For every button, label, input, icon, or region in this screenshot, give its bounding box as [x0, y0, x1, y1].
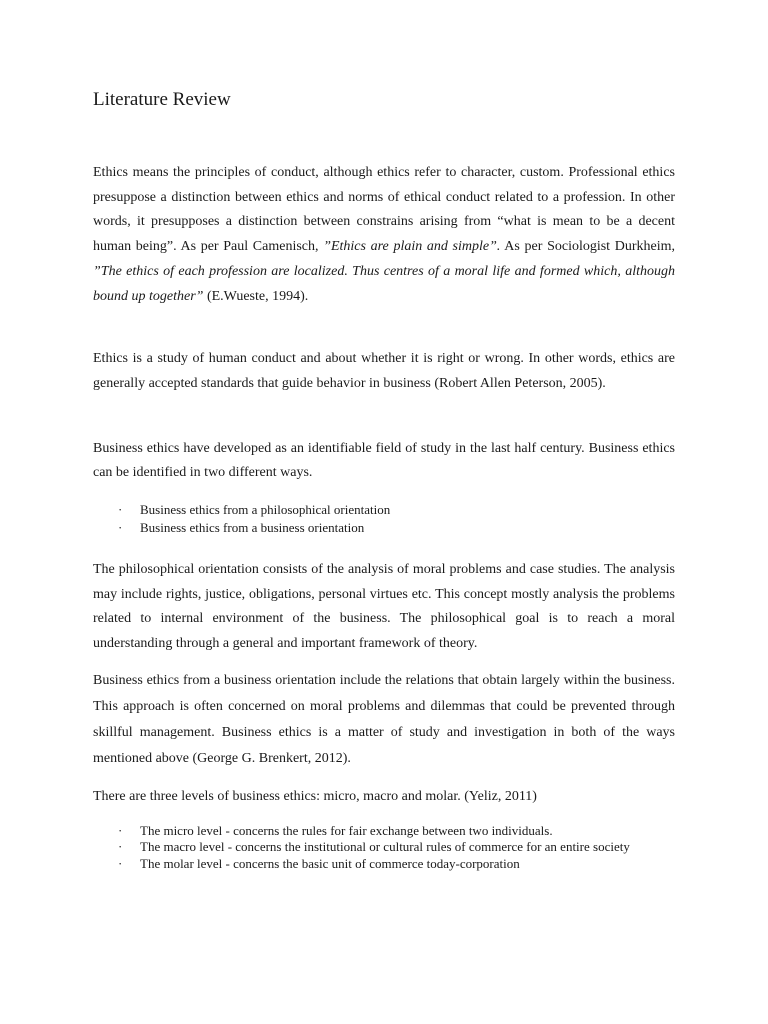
list-item: [118, 501, 678, 519]
list-item-text: The micro level - concerns the rules for fair exchange between two individuals.: [140, 823, 553, 838]
list-item: [118, 519, 678, 537]
bullet-glyph: ·: [118, 823, 123, 838]
bullet-glyph: ·: [118, 839, 123, 854]
paragraph-three-levels: There are three levels of business ethics: micro, macro and molar. (Yeliz, 2011): [93, 789, 537, 804]
paragraph-text: (E.Wueste, 1994).: [203, 288, 309, 304]
paragraph-philosophical-orientation: The philosophical orientation consists of the analysis of moral problems and case studies. The analysis may include rights, justice, obligations, personal virtues etc. This concept mostly analysis the problems related to internal environment of the business. The philosophical goal is to reach a moral understanding through a general and important framework of theory.: [93, 562, 675, 652]
bullet-glyph: ·: [118, 856, 123, 871]
quoted-text: ”The ethics of each profession are localized. Thus centres of a moral life and formed which, although bound up together”: [93, 263, 675, 304]
paragraph-ethics-definition: [93, 161, 675, 309]
levels-list: [118, 822, 678, 873]
list-item-text: The macro level - concerns the institutional or cultural rules of commerce for an entire society: [140, 839, 630, 854]
list-item: [118, 855, 678, 873]
paragraph-business-orientation: Business ethics from a business orientation include the relations that obtain largely within the business. This approach is often concerned on moral problems and dilemmas that could be prevented through skillful management. Business ethics is a matter of study and investigation in both of the ways mentioned above (George G. Brenkert, 2012).: [93, 673, 675, 766]
list-item-text: Business ethics from a philosophical orientation: [140, 502, 391, 517]
paragraph-text: As per Sociologist Durkheim,: [500, 239, 676, 255]
paragraph-business-ethics: Business ethics have developed as an identifiable field of study in the last half century. Business ethics can be identified in two different ways.: [93, 441, 675, 480]
page-title: Literature Review: [93, 89, 231, 110]
bullet-glyph: ·: [118, 520, 123, 535]
list-item-text: Business ethics from a business orientation: [140, 520, 365, 535]
list-item-text: The molar level - concerns the basic unit of commerce today-corporation: [140, 856, 520, 871]
orientation-list: [118, 501, 678, 537]
paragraph-text: Ethics means the principles of conduct, although ethics refer to character, custom. Professional ethics presuppose a distinction between ethics and norms of ethical conduct related to a profession. In other words, it presupposes a distinction between constrains arising from “what is mean to be a decent human being”. As per Paul Camenisch,: [93, 165, 675, 255]
quoted-text: ”Ethics are plain and simple”.: [323, 239, 501, 255]
bullet-glyph: ·: [118, 502, 123, 517]
paragraph-ethics-study: Ethics is a study of human conduct and about whether it is right or wrong. In other words, ethics are generally accepted standards that guide behavior in business (Robert Allen Peterson, 2005).: [93, 351, 675, 391]
